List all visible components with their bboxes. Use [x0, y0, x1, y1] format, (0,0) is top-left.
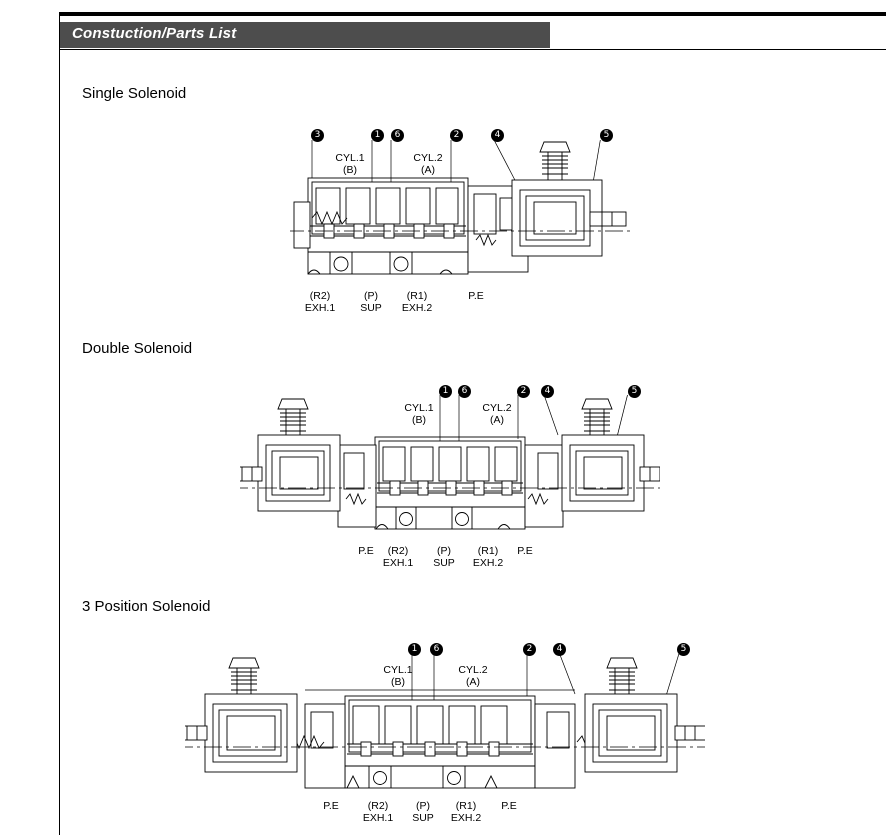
cylinder-label-line2: (A) — [490, 414, 504, 426]
callout-bullet[interactable]: 5 — [628, 385, 641, 398]
port-label-line1: P.E — [501, 800, 517, 812]
port-label — [403, 800, 443, 824]
port-label-line1: P.E — [517, 545, 533, 557]
port-label-line1: (P) — [364, 290, 378, 302]
cylinder-label-line1: CYL.1 — [383, 664, 413, 676]
port-label — [311, 800, 351, 812]
port-label-line2: EXH.1 — [304, 302, 336, 314]
port-label-line1: (R1) — [477, 545, 499, 557]
port-label-line2: EXH.1 — [382, 557, 414, 569]
port-label-line1: (R2) — [309, 290, 331, 302]
callout-bullet[interactable]: 6 — [391, 129, 404, 142]
port-label — [489, 800, 529, 812]
cylinder-label-line1: CYL.2 — [458, 664, 488, 676]
callout-bullet[interactable]: 1 — [408, 643, 421, 656]
callout-bullet[interactable]: 1 — [439, 385, 452, 398]
port-label — [397, 290, 437, 314]
callout-bullet[interactable]: 4 — [553, 643, 566, 656]
port-label — [456, 290, 496, 302]
port-label-line1: (R2) — [367, 800, 389, 812]
header-underline — [60, 49, 886, 50]
cylinder-label — [477, 402, 517, 426]
port-label-line1: (P) — [416, 800, 430, 812]
cylinder-label-line1: CYL.2 — [482, 402, 512, 414]
cylinder-label-line1: CYL.2 — [413, 152, 443, 164]
cylinder-label — [408, 152, 448, 176]
port-label-line1: (R1) — [406, 290, 428, 302]
cylinder-label-line1: CYL.1 — [404, 402, 434, 414]
port-label — [300, 290, 340, 314]
callout-bullet[interactable]: 2 — [450, 129, 463, 142]
callout-bullet[interactable]: 6 — [430, 643, 443, 656]
port-label — [446, 800, 486, 824]
callout-bullet[interactable]: 6 — [458, 385, 471, 398]
callout-bullet[interactable]: 5 — [600, 129, 613, 142]
port-label-line1: P.E — [358, 545, 374, 557]
section-title-double-solenoid: Double Solenoid — [82, 340, 193, 357]
callout-bullet[interactable]: 1 — [371, 129, 384, 142]
section-title-three-position-solenoid: 3 Position Solenoid — [82, 598, 211, 615]
cylinder-label-line2: (A) — [466, 676, 480, 688]
port-label-line2: SUP — [360, 302, 382, 314]
port-label-line1: (R2) — [387, 545, 409, 557]
port-label — [358, 800, 398, 824]
section-title-single-solenoid: Single Solenoid — [82, 85, 187, 102]
callout-bullet[interactable]: 4 — [491, 129, 504, 142]
cylinder-label — [453, 664, 493, 688]
port-label-line1: (P) — [437, 545, 451, 557]
port-label — [468, 545, 508, 569]
port-label-line1: P.E — [468, 290, 484, 302]
page-title: Constuction/Parts List — [72, 25, 237, 42]
port-label — [505, 545, 545, 557]
port-label-line2: SUP — [433, 557, 455, 569]
port-label-line2: EXH.2 — [472, 557, 504, 569]
cylinder-label-line2: (B) — [412, 414, 426, 426]
diagram-double-solenoid — [240, 395, 660, 545]
callout-bullet[interactable]: 2 — [523, 643, 536, 656]
port-label-line2: EXH.2 — [450, 812, 482, 824]
diagram-three-position-solenoid — [185, 652, 705, 804]
callout-bullet[interactable]: 4 — [541, 385, 554, 398]
cylinder-label — [399, 402, 439, 426]
callout-bullet[interactable]: 3 — [311, 129, 324, 142]
port-label-line2: EXH.2 — [401, 302, 433, 314]
cylinder-label-line2: (B) — [391, 676, 405, 688]
cylinder-label-line2: (B) — [343, 164, 357, 176]
port-label — [424, 545, 464, 569]
callout-bullet[interactable]: 5 — [677, 643, 690, 656]
top-rule — [60, 12, 886, 16]
cylinder-label — [330, 152, 370, 176]
cylinder-label-line1: CYL.1 — [335, 152, 365, 164]
port-label — [378, 545, 418, 569]
cylinder-label — [378, 664, 418, 688]
port-label-line1: (R1) — [455, 800, 477, 812]
callout-bullet[interactable]: 2 — [517, 385, 530, 398]
port-label-line2: SUP — [412, 812, 434, 824]
left-edge-rule — [59, 12, 60, 835]
port-label-line2: EXH.1 — [362, 812, 394, 824]
port-label — [351, 290, 391, 314]
cylinder-label-line2: (A) — [421, 164, 435, 176]
port-label-line1: P.E — [323, 800, 339, 812]
